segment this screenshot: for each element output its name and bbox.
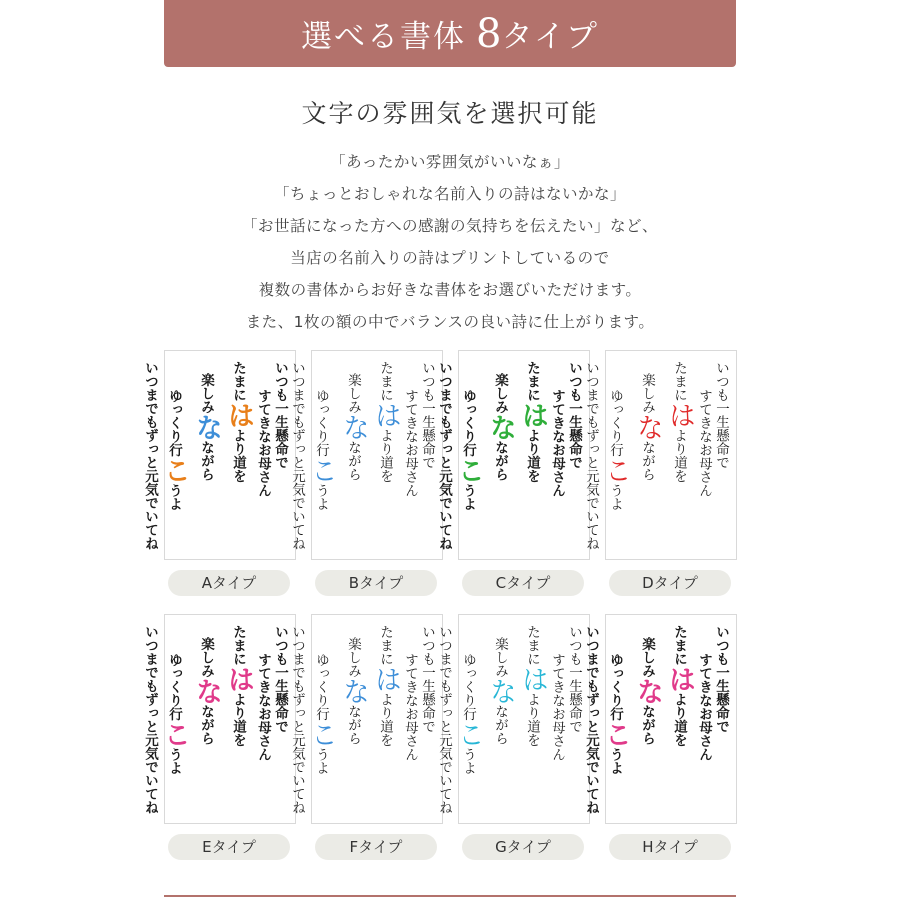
font-type-label[interactable]: Gタイプ: [462, 834, 584, 860]
poem-line: たまに: [230, 361, 246, 402]
poem-line: より道を: [230, 428, 246, 483]
font-sample-card[interactable]: [436, 614, 590, 824]
name-character: こ: [453, 720, 484, 748]
name-character: は: [517, 401, 548, 429]
poem-line: うよ: [166, 483, 182, 511]
name-character: は: [223, 401, 254, 429]
poem-line: より道を: [524, 692, 540, 747]
poem-column: [664, 625, 695, 815]
poem-line: うよ: [166, 747, 182, 775]
poem-line: いつまでもずっと元気でいてね: [436, 625, 452, 814]
poem-line: うよ: [607, 747, 623, 775]
poem-line: うよ: [460, 483, 476, 511]
poem-column: [338, 625, 369, 815]
name-character: な: [632, 413, 663, 441]
poem-line: すてきなお母さん: [255, 389, 271, 497]
poem-line: いつまでもずっと元気でいてね: [142, 625, 158, 814]
poem-line: たまに: [671, 361, 687, 402]
poem-line: すてきなお母さん: [696, 389, 712, 497]
poem-line: いつまでもずっと元気でいてね: [289, 361, 305, 550]
font-type-label[interactable]: Bタイプ: [315, 570, 437, 596]
poem-text: [142, 625, 288, 815]
poem-line: より道を: [524, 428, 540, 483]
poem-column: [142, 361, 158, 551]
poem-column: [485, 625, 516, 815]
name-character: な: [338, 413, 369, 441]
poem-column: [566, 625, 582, 815]
font-sample-card[interactable]: [142, 614, 296, 824]
title-banner: [164, 0, 736, 67]
name-character: は: [370, 665, 401, 693]
poem-line: いつまでもずっと元気でいてね: [289, 625, 305, 814]
poem-line: うよ: [460, 747, 476, 775]
poem-column: [696, 625, 712, 815]
poem-line: たまに: [377, 625, 393, 666]
name-character: な: [338, 677, 369, 705]
font-sample-card[interactable]: [436, 350, 590, 560]
name-character: は: [664, 401, 695, 429]
poem-line: うよ: [313, 747, 329, 775]
poem-column: [223, 625, 254, 815]
poem-line: いつまでもずっと元気でいてね: [583, 361, 599, 550]
poem-line: より道を: [230, 692, 246, 747]
banner-title-text: 選べる書体: [301, 19, 467, 55]
poem-column: [419, 625, 435, 815]
poem-column: [583, 625, 599, 815]
font-type-label[interactable]: Aタイプ: [168, 570, 290, 596]
poem-line: いつも一生懸命で: [713, 361, 729, 469]
poem-line: 楽しみ: [492, 637, 508, 678]
poem-column: [338, 361, 369, 551]
poem-line: いつも一生懸命で: [566, 625, 582, 733]
poem-line: ながら: [198, 440, 214, 481]
poem-column: [159, 625, 190, 815]
poem-text: [142, 361, 288, 551]
poem-line: たまに: [524, 361, 540, 402]
poem-column: [272, 625, 288, 815]
name-character: は: [370, 401, 401, 429]
name-character: は: [664, 665, 695, 693]
poem-line: すてきなお母さん: [255, 653, 271, 761]
name-character: こ: [306, 456, 337, 484]
poem-line: たまに: [230, 625, 246, 666]
poem-line: すてきなお母さん: [549, 653, 565, 761]
poem-line: すてきなお母さん: [402, 653, 418, 761]
poem-line: より道を: [377, 428, 393, 483]
poem-column: [191, 361, 222, 551]
poem-line: うよ: [607, 483, 623, 511]
poem-column: [566, 361, 582, 551]
poem-column: [713, 361, 729, 551]
poem-text: [583, 361, 729, 551]
poem-line: ながら: [639, 704, 655, 745]
poem-column: [664, 361, 695, 551]
poem-line: いつも一生懸命で: [272, 625, 288, 733]
banner-title-suffix: タイプ: [501, 19, 599, 55]
poem-line: ゆっくり行: [607, 389, 623, 457]
poem-line: いつも一生懸命で: [713, 625, 729, 733]
poem-column: [402, 625, 418, 815]
poem-line: 楽しみ: [639, 637, 655, 678]
intro-line: 「ちょっとおしゃれな名前入りの詩はないかな」: [273, 185, 626, 203]
section-subtitle: 文字の雰囲気を選択可能: [301, 99, 599, 128]
intro-line: 当店の名前入りの詩はプリントしているので: [290, 249, 610, 267]
font-type-label[interactable]: Cタイプ: [462, 570, 584, 596]
poem-line: ながら: [345, 440, 361, 481]
poem-column: [306, 625, 337, 815]
poem-line: ながら: [492, 704, 508, 745]
poem-column: [289, 361, 305, 551]
poem-line: すてきなお母さん: [549, 389, 565, 497]
poem-line: ゆっくり行: [607, 653, 623, 721]
poem-text: [583, 625, 729, 815]
poem-column: [191, 625, 222, 815]
poem-column: [453, 625, 484, 815]
poem-line: より道を: [377, 692, 393, 747]
poem-line: より道を: [671, 428, 687, 483]
poem-column: [485, 361, 516, 551]
poem-line: たまに: [671, 625, 687, 666]
poem-line: すてきなお母さん: [696, 653, 712, 761]
font-type-label[interactable]: Fタイプ: [315, 834, 437, 860]
name-character: こ: [600, 456, 631, 484]
name-character: な: [485, 413, 516, 441]
poem-column: [600, 361, 631, 551]
poem-column: [517, 625, 548, 815]
poem-line: たまに: [377, 361, 393, 402]
name-character: こ: [159, 456, 190, 484]
poem-line: 楽しみ: [345, 373, 361, 414]
poem-line: 楽しみ: [492, 373, 508, 414]
poem-column: [713, 625, 729, 815]
name-character: な: [632, 677, 663, 705]
name-character: こ: [600, 720, 631, 748]
poem-column: [696, 361, 712, 551]
poem-text: [289, 361, 435, 551]
poem-line: うよ: [313, 483, 329, 511]
name-character: こ: [159, 720, 190, 748]
poem-column: [517, 361, 548, 551]
name-character: な: [191, 413, 222, 441]
font-sample-card[interactable]: [289, 614, 443, 824]
poem-column: [436, 625, 452, 815]
poem-column: [272, 361, 288, 551]
poem-column: [306, 361, 337, 551]
poem-column: [223, 361, 254, 551]
font-type-label[interactable]: Dタイプ: [609, 570, 731, 596]
intro-line: 「あったかい雰囲気がいいなぁ」: [330, 153, 570, 171]
name-character: な: [191, 677, 222, 705]
bottom-divider: [164, 895, 736, 897]
poem-line: 楽しみ: [198, 373, 214, 414]
poem-line: いつも一生懸命で: [419, 361, 435, 469]
poem-line: いつも一生懸命で: [566, 361, 582, 469]
name-character: は: [517, 665, 548, 693]
poem-line: 楽しみ: [345, 637, 361, 678]
poem-column: [402, 361, 418, 551]
poem-column: [159, 361, 190, 551]
poem-line: いつまでもずっと元気でいてね: [436, 361, 452, 550]
poem-line: ゆっくり行: [313, 389, 329, 457]
poem-line: 楽しみ: [198, 637, 214, 678]
poem-line: いつまでもずっと元気でいてね: [583, 625, 599, 814]
poem-line: すてきなお母さん: [402, 389, 418, 497]
poem-column: [370, 361, 401, 551]
poem-column: [549, 625, 565, 815]
intro-line: また、1枚の額の中でバランスの良い詩に仕上がります。: [245, 313, 655, 331]
poem-text: [436, 361, 582, 551]
poem-text: [436, 625, 582, 815]
intro-text: [0, 146, 900, 338]
font-type-label[interactable]: Hタイプ: [609, 834, 731, 860]
poem-line: ゆっくり行: [313, 653, 329, 721]
poem-column: [419, 361, 435, 551]
poem-column: [632, 361, 663, 551]
poem-line: ゆっくり行: [460, 389, 476, 457]
font-type-label[interactable]: Eタイプ: [168, 834, 290, 860]
intro-line: 「お世話になった方への感謝の気持ちを伝えたい」など、: [241, 217, 658, 235]
poem-column: [255, 625, 271, 815]
poem-column: [142, 625, 158, 815]
poem-line: ながら: [639, 440, 655, 481]
poem-line: ゆっくり行: [166, 389, 182, 457]
name-character: は: [223, 665, 254, 693]
poem-line: いつも一生懸命で: [272, 361, 288, 469]
name-character: な: [485, 677, 516, 705]
poem-column: [549, 361, 565, 551]
poem-line: 楽しみ: [639, 373, 655, 414]
font-sample-card[interactable]: [583, 614, 737, 824]
poem-line: いつも一生懸命で: [419, 625, 435, 733]
font-sample-card[interactable]: [142, 350, 296, 560]
font-sample-card[interactable]: [289, 350, 443, 560]
poem-line: ゆっくり行: [460, 653, 476, 721]
poem-line: より道を: [671, 692, 687, 747]
poem-line: ながら: [345, 704, 361, 745]
name-character: こ: [306, 720, 337, 748]
poem-line: たまに: [524, 625, 540, 666]
font-sample-card[interactable]: [583, 350, 737, 560]
poem-column: [436, 361, 452, 551]
poem-column: [632, 625, 663, 815]
poem-column: [289, 625, 305, 815]
poem-column: [255, 361, 271, 551]
intro-line: 複数の書体からお好きな書体をお選びいただけます。: [258, 281, 642, 299]
poem-column: [600, 625, 631, 815]
poem-column: [370, 625, 401, 815]
poem-column: [453, 361, 484, 551]
poem-column: [583, 361, 599, 551]
poem-line: いつまでもずっと元気でいてね: [142, 361, 158, 550]
poem-line: ゆっくり行: [166, 653, 182, 721]
poem-text: [289, 625, 435, 815]
name-character: こ: [453, 456, 484, 484]
poem-line: ながら: [492, 440, 508, 481]
poem-line: ながら: [198, 704, 214, 745]
banner-title-number: 8: [476, 10, 502, 57]
